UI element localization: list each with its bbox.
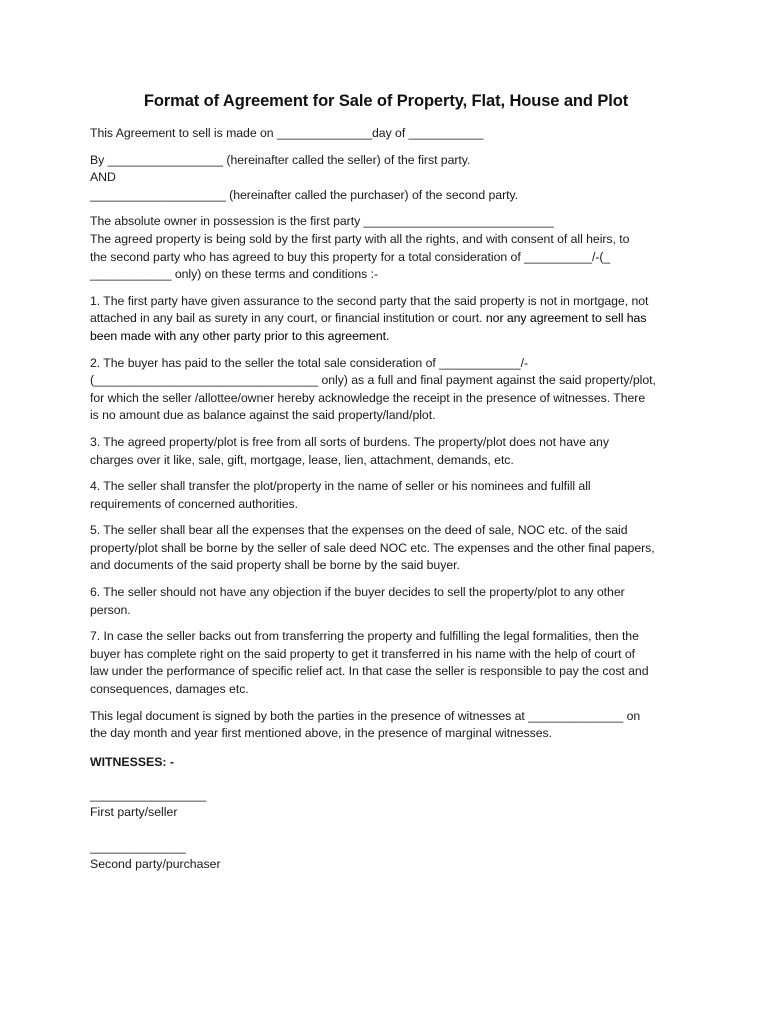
signature-line-seller: _________________ — [90, 787, 207, 802]
clause-5-line-2: property/plot shall be borne by the seller of sale deed NOC etc. The expenses and the other final papers, — [90, 540, 655, 555]
signature-label-seller: First party/seller — [90, 804, 178, 819]
clause-1-line-2b: nor any agreement to sell has — [482, 311, 647, 326]
clause-1-line-3: been made with any other party prior to this agreement. — [90, 328, 390, 343]
clause-4 — [90, 478, 682, 513]
clause-1 — [90, 293, 682, 346]
seller-line: By _________________ (hereinafter called the seller) of the first party. — [90, 152, 471, 167]
agreed-line-2: the second party who has agreed to buy this property for a total consideration of __________/-(_ — [90, 249, 611, 264]
clause-4-line-2: requirements of concerned authorities. — [90, 496, 298, 511]
clause-7-line-2: buyer has complete right on the said property to get it transferred in his name with the help of court of — [90, 646, 635, 661]
owner-line: The absolute owner in possession is the first party ____________________________ — [90, 214, 554, 229]
signature-line-purchaser: ______________ — [90, 839, 186, 854]
owner-paragraph — [90, 213, 682, 283]
clause-3-line-2: charges over it like, sale, gift, mortgage, lease, lien, attachment, demands, etc. — [90, 452, 514, 467]
clause-2-line-1: 2. The buyer has paid to the seller the total sale consideration of ____________/- — [90, 355, 528, 370]
clause-1-line-1: 1. The first party have given assurance to the second party that the said property is not in mortgage, not — [90, 293, 649, 308]
clause-5 — [90, 522, 682, 575]
clause-7 — [90, 628, 682, 698]
clause-6-line-1: 6. The seller should not have any objection if the buyer decides to sell the property/plot to any other — [90, 585, 625, 600]
closing-paragraph — [90, 708, 682, 743]
signature-second-party — [90, 839, 682, 873]
clause-4-line-1: 4. The seller shall transfer the plot/property in the name of seller or his nominees and fulfill all — [90, 479, 591, 494]
clause-1-line-2a: attached in any bail as surety in any court, or financial institution or court. — [90, 311, 483, 326]
clause-2 — [90, 355, 682, 425]
clause-7-line-4: consequences, damages etc. — [90, 682, 249, 697]
clause-5-line-1: 5. The seller shall bear all the expenses that the expenses on the deed of sale, NOC etc. of the said — [90, 523, 628, 538]
signature-label-purchaser: Second party/purchaser — [90, 856, 221, 871]
document-title: Format of Agreement for Sale of Property, Flat, House and Plot — [143, 92, 629, 110]
agreed-line-3: ____________ only) on these terms and conditions :- — [90, 267, 378, 282]
clause-1-line-2 — [90, 310, 682, 328]
intro-paragraph — [90, 125, 682, 143]
clause-2-line-2: (_________________________________ only) as a full and final payment against the said property/plot, — [90, 373, 656, 388]
clause-7-line-3: law under the performance of specific relief act. In that case the seller is responsible to pay the cost and — [90, 664, 649, 679]
clause-5-line-3: and documents of the said property shall be borne by the said buyer. — [90, 558, 460, 573]
closing-line-2: the day month and year first mentioned above, in the presence of marginal witnesses. — [90, 726, 552, 741]
purchaser-line: ____________________ (hereinafter called the purchaser) of the second party. — [90, 187, 519, 202]
witnesses-heading: WITNESSES: - — [90, 754, 175, 769]
signature-first-party — [90, 787, 682, 821]
closing-line-1: This legal document is signed by both the parties in the presence of witnesses at ______________ on — [90, 708, 641, 723]
clause-3-line-1: 3. The agreed property/plot is free from all sorts of burdens. The property/plot does not have any — [90, 434, 609, 449]
clause-2-line-3: for which the seller /allottee/owner hereby acknowledge the receipt in the presence of witnesses. There — [90, 390, 646, 405]
and-line: AND — [90, 170, 116, 185]
intro-line: This Agreement to sell is made on ______________day of ___________ — [90, 126, 484, 140]
clause-2-line-4: is no amount due as balance against the said property/land/plot. — [90, 408, 436, 423]
agreed-line-1: The agreed property is being sold by the first party with all the rights, and with consent of all heirs, to — [90, 231, 630, 246]
clause-7-line-1: 7. In case the seller backs out from transferring the property and fulfilling the legal formalities, then the — [90, 629, 639, 644]
clause-6 — [90, 584, 682, 619]
clause-3 — [90, 434, 682, 469]
parties-paragraph — [90, 152, 682, 205]
clause-6-line-2: person. — [90, 602, 131, 617]
